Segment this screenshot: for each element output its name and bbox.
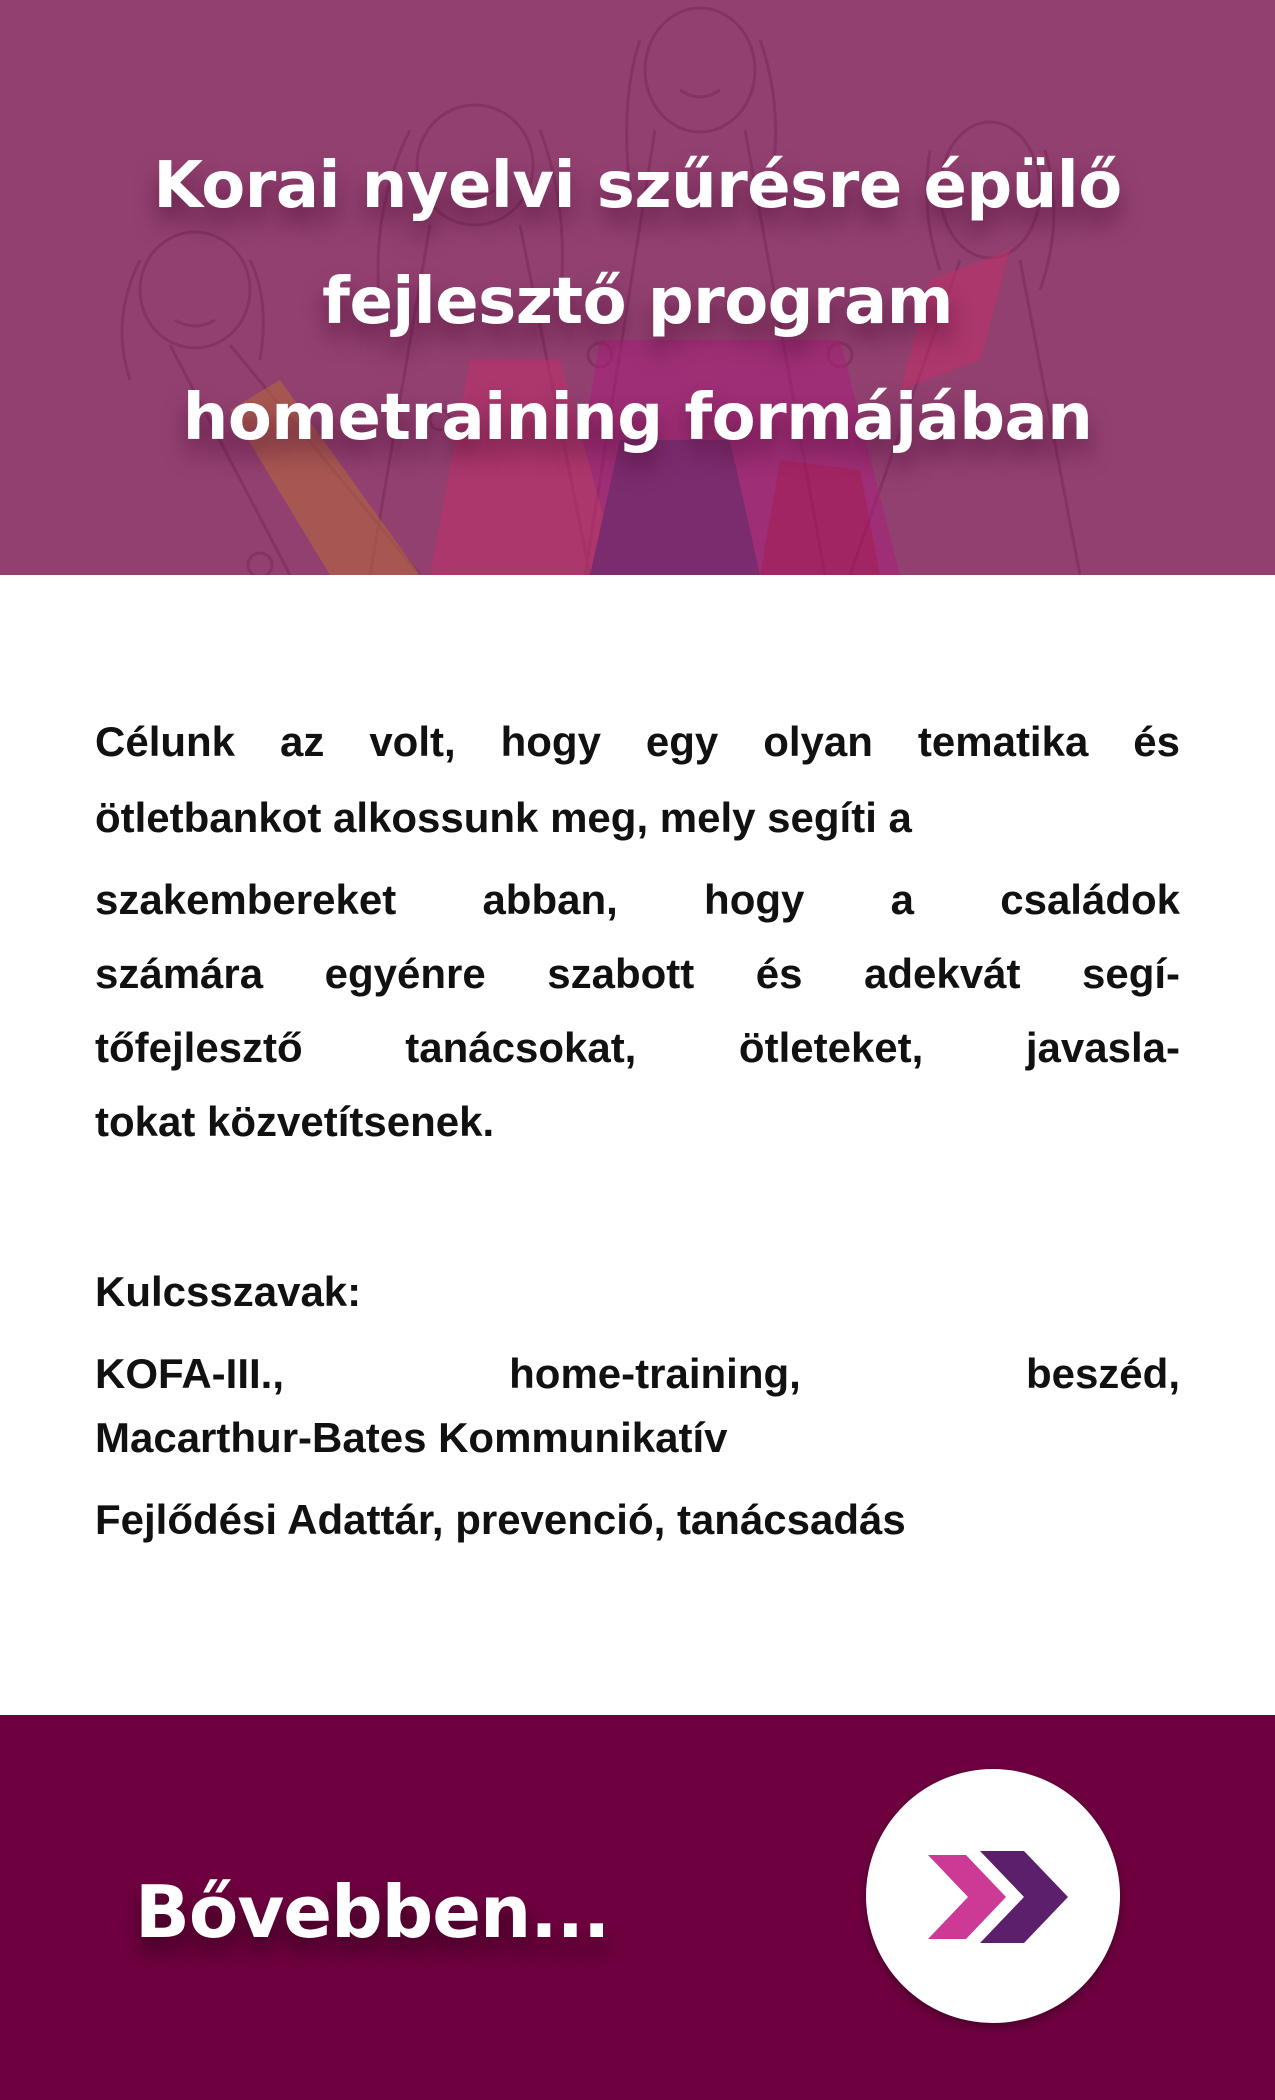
abstract-line: számára egyénre szabott és adekvát segí- [95,950,1180,997]
abstract-line: Célunk az volt, hogy egy olyan tematika és [95,718,1180,765]
title-line: Korai nyelvi szűrésre épülő [153,149,1122,223]
abstract-paragraph [95,705,1180,1159]
abstract-line: tőfejlesztő tanácsokat, ötleteket, javasla- [95,1024,1180,1071]
page-title [120,128,1155,476]
abstract-line: szakembereket abban, hogy a családok [95,876,1180,923]
footer-bar [0,1715,1275,2100]
main-content [95,705,1180,1557]
abstract-line: ötletbankot alkossunk meg, mely segíti a [95,794,912,841]
keywords-line: KOFA-III., home-training, beszéd, [95,1350,1180,1397]
abstract-line: tokat közvetítsenek. [95,1098,495,1145]
keywords-heading: Kulcsszavak: [95,1268,362,1315]
read-more-link[interactable]: Bővebben... [135,1870,610,1954]
keywords-line: Macarthur-Bates Kommunikatív [95,1414,728,1461]
double-chevron-right-icon [928,1851,1068,1943]
title-line: fejlesztő program [322,265,953,339]
keywords-line: Fejlődési Adattár, prevenció, tanácsadás [95,1496,906,1543]
keywords-list [95,1329,1180,1557]
hero-banner [0,0,1275,575]
title-line: hometraining formájában [182,381,1093,455]
next-button[interactable] [866,1769,1120,2023]
